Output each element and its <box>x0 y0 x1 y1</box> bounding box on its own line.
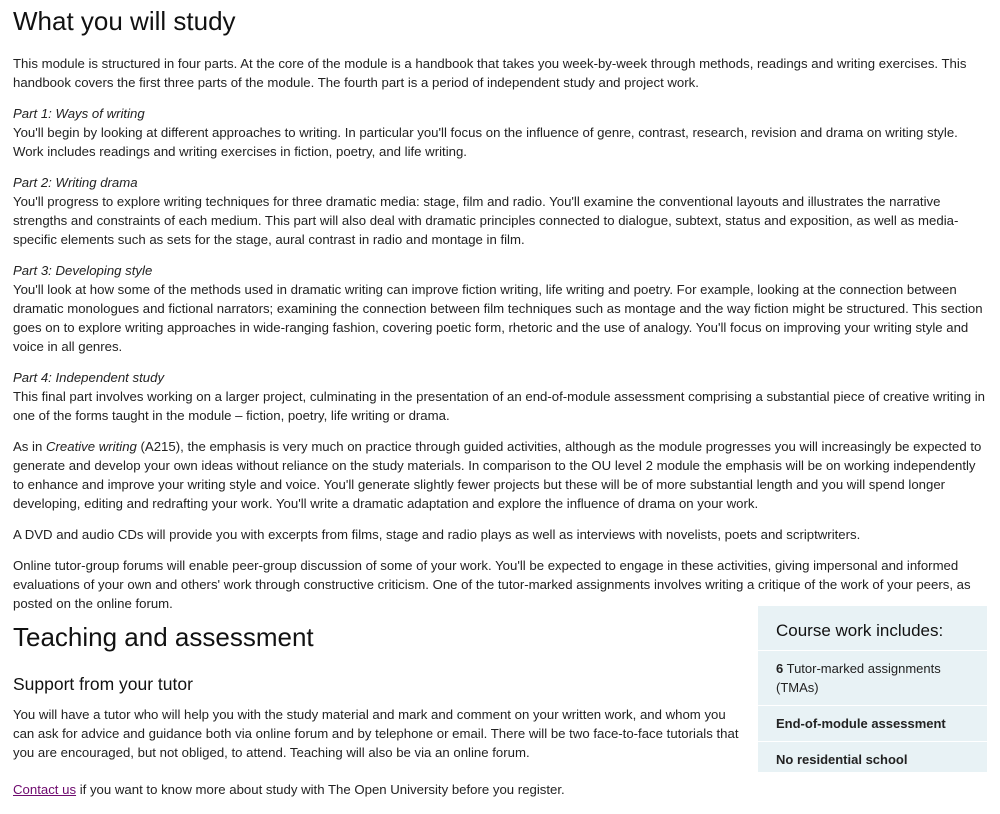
support-heading: Support from your tutor <box>13 674 193 694</box>
media-paragraph: A DVD and audio CDs will provide you with excerpts from films, stage and radio plays as well as interviews with novelists, poets and scriptwriters. <box>13 527 861 542</box>
comparison-before: As in <box>13 439 46 454</box>
coursework-panel <box>758 606 987 772</box>
part-1-body: You'll begin by looking at different approaches to writing. In particular you'll focus on the influence of genre, contrast, research, revision and drama on writing style. Work includes readings and writing exercises in fiction, poetry, and life writing. <box>13 125 958 159</box>
part-4-title: Part 4: Independent study <box>13 370 165 385</box>
coursework-residential: No residential school <box>758 741 987 777</box>
forums-paragraph: Online tutor-group forums will enable peer-group discussion of some of your work. You'll be expected to engage in these activities, giving impersonal and informed evaluations of your own and others' work through constructive criticism. One of the tutor-marked assignments involves writing a critique of the work of your peers, as posted on the online forum. <box>13 558 971 611</box>
comparison-after: (A215), the emphasis is very much on practice through guided activities, although as the module progresses you will increasingly be expected to generate and develop your own ideas without reliance on the study materials. In comparison to the OU level 2 module the emphasis will be on working independently to enhance and improve your writing style and voice. You'll generate slightly fewer projects but these will be of more substantial length and you will spend longer developing, editing and redrafting your work. You'll write a dramatic adaptation and explore the influence of drama on your work. <box>13 439 982 511</box>
part-4-body: This final part involves working on a larger project, culminating in the presentation of an end-of-module assessment comprising a substantial piece of creative writing in one of the forms taught in the module – fiction, poetry, life writing or drama. <box>13 389 985 423</box>
support-body: You will have a tutor who will help you with the study material and mark and comment on your written work, and whom you can ask for advice and guidance both via online forum and by telephone or email. There will be two face-to-face tutorials that you are encouraged, but not obliged, to attend. Teaching will also be via an online forum. <box>13 707 739 760</box>
tma-count: 6 <box>776 661 784 676</box>
contact-us-link[interactable]: Contact us <box>13 782 77 797</box>
study-heading: What you will study <box>13 6 236 36</box>
part-1-title: Part 1: Ways of writing <box>13 106 145 121</box>
study-intro: This module is structured in four parts. At the core of the module is a handbook that takes you week-by-week through methods, readings and writing exercises. This handbook covers the first three parts of the module. The fourth part is a period of independent study and project work. <box>13 56 967 90</box>
part-1 <box>13 104 988 161</box>
teaching-heading: Teaching and assessment <box>13 622 314 652</box>
part-3-title: Part 3: Developing style <box>13 263 153 278</box>
contact-rest: if you want to know more about study with The Open University before you register. <box>76 782 565 797</box>
contact-line <box>13 780 743 799</box>
coursework-tma <box>758 650 987 705</box>
tma-label: Tutor-marked assignments (TMAs) <box>776 661 941 695</box>
part-3-body: You'll look at how some of the methods used in dramatic writing can improve fiction writing, life writing and poetry. For example, looking at the connection between dramatic monologues and fictional narrators; examining the connection between film techniques such as montage and the way fiction might be structured. This section goes on to explore writing approaches in wide-ranging fashion, covering poetic form, rhetoric and the use of analogy. You'll focus on improving your writing style and voice in all genres. <box>13 282 983 354</box>
part-2-title: Part 2: Writing drama <box>13 175 138 190</box>
coursework-title: Course work includes: <box>776 621 944 640</box>
part-2-body: You'll progress to explore writing techniques for three dramatic media: stage, film and radio. You'll examine the conventional layouts and illustrates the narrative strengths and constraints of each medium. This part will also deal with dramatic principles connected to dialogue, subtext, status and exposition, as well as media-specific elements such as sets for the stage, aural contrast in radio and montage in film. <box>13 194 959 247</box>
part-4 <box>13 368 988 425</box>
comparison-paragraph <box>13 437 988 513</box>
part-2 <box>13 173 988 249</box>
creative-writing-title: Creative writing <box>45 439 137 454</box>
teaching-section <box>13 621 743 811</box>
coursework-assessment: End-of-module assessment <box>758 705 987 741</box>
part-3 <box>13 261 988 356</box>
study-section <box>13 0 988 625</box>
